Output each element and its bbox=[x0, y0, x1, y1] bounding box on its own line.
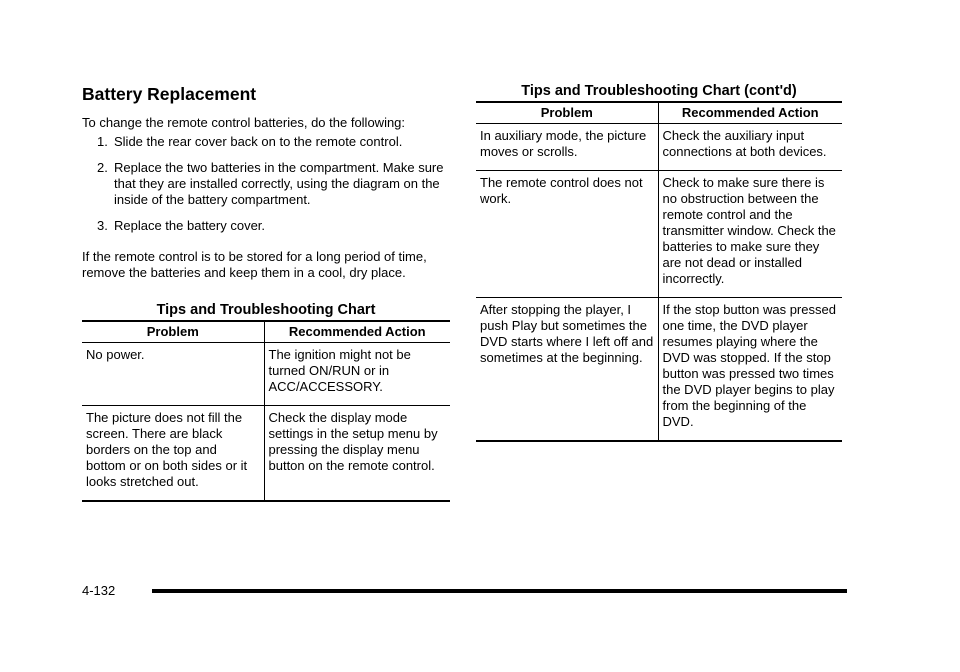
table-row bbox=[476, 124, 842, 171]
action-cell: Check to make sure there is no obstruction between the remote control and the transmitter window. Check the batteries to make sure they are not dead or installed incorrectly. bbox=[658, 171, 842, 298]
step-number: 3. bbox=[97, 218, 108, 233]
action-cell: Check the auxiliary input connections at both devices. bbox=[658, 124, 842, 171]
header-problem: Problem bbox=[476, 102, 658, 124]
action-cell: Check the display mode settings in the setup menu by pressing the display menu button on the remote control. bbox=[264, 406, 450, 502]
troubleshooting-table bbox=[82, 320, 450, 502]
page-number: 4-132 bbox=[82, 583, 116, 598]
problem-cell: The picture does not fill the screen. There are black borders on the top and bottom or on both sides or it looks stretched out. bbox=[82, 406, 264, 502]
problem-cell: The remote control does not work. bbox=[476, 171, 658, 298]
storage-paragraph: If the remote control is to be stored for a long period of time, remove the batteries and keep them in a cool, dry place. bbox=[82, 249, 427, 280]
step-item bbox=[82, 218, 450, 234]
action-cell: If the stop button was pressed one time, the DVD player resumes playing where the DVD was stopped. If the stop button was pressed two times the DVD player begins to play from the beginning of the DVD. bbox=[658, 298, 842, 442]
table-row bbox=[476, 171, 842, 298]
problem-cell: In auxiliary mode, the picture moves or scrolls. bbox=[476, 124, 658, 171]
step-text: Replace the two batteries in the compartment. Make sure that they are installed correctly, using the diagram on the inside of the battery compartment. bbox=[114, 160, 444, 207]
footer-rule bbox=[152, 589, 847, 593]
troubleshooting-table-continued bbox=[476, 101, 842, 442]
table-header-row bbox=[82, 321, 450, 343]
table-header-row bbox=[476, 102, 842, 124]
table-title-continued: Tips and Troubleshooting Chart (cont'd) bbox=[521, 83, 797, 99]
section-title: Battery Replacement bbox=[82, 84, 257, 104]
header-action: Recommended Action bbox=[264, 321, 450, 343]
step-text: Replace the battery cover. bbox=[114, 218, 266, 233]
problem-cell: After stopping the player, I push Play but sometimes the DVD starts where I left off and sometimes at the beginning. bbox=[476, 298, 658, 442]
header-action: Recommended Action bbox=[658, 102, 842, 124]
step-item bbox=[82, 134, 450, 150]
action-cell: The ignition might not be turned ON/RUN or in ACC/ACCESSORY. bbox=[264, 343, 450, 406]
table-row bbox=[82, 343, 450, 406]
problem-cell: No power. bbox=[82, 343, 264, 406]
step-text: Slide the rear cover back on to the remote control. bbox=[114, 134, 403, 149]
table-title: Tips and Troubleshooting Chart bbox=[156, 302, 376, 318]
header-problem: Problem bbox=[82, 321, 264, 343]
steps-list bbox=[82, 134, 450, 244]
step-item bbox=[82, 160, 450, 208]
table-row bbox=[82, 406, 450, 502]
step-number: 2. bbox=[97, 160, 108, 175]
intro-paragraph: To change the remote control batteries, do the following: bbox=[82, 115, 406, 130]
table-row bbox=[476, 298, 842, 442]
step-number: 1. bbox=[97, 134, 108, 149]
